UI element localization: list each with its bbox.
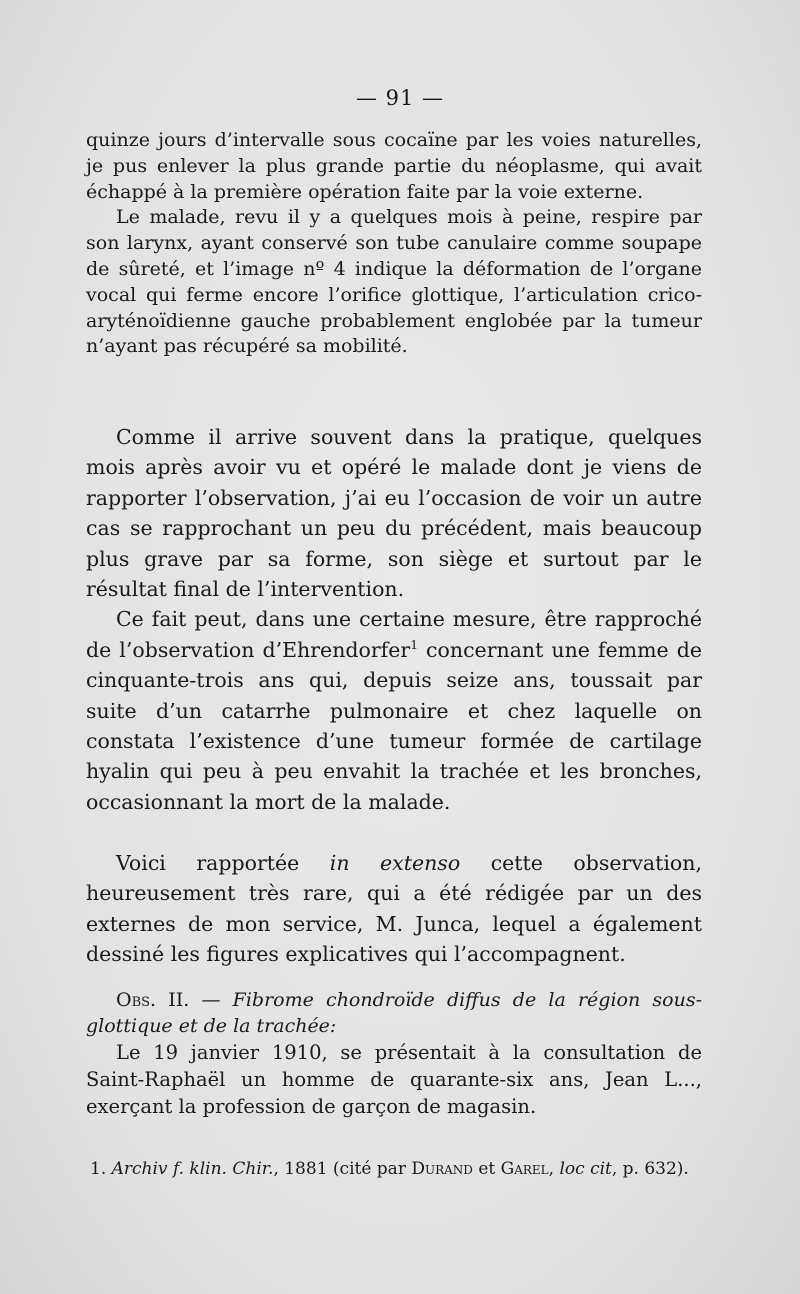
paragraph-introduction	[86, 848, 702, 970]
page-number: — 91 —	[355, 86, 445, 110]
ehrendorfer-text-continued: concernant une femme de cinquante-trois ans qui, depuis seize ans, toussait par suite d’un catarrhe pulmonaire et chez laquelle on constata l’existence d’une tumeur formée de cartilage hyalin qui peu à peu envahit la trachée et les bronches, occasionnant la mort de la malade.	[86, 637, 702, 814]
text-block-continuation	[86, 128, 702, 360]
observation-dash: —	[189, 989, 233, 1011]
footnote-middle: , 1881 (cité par	[273, 1159, 412, 1179]
text-block-introduction	[86, 848, 702, 970]
intro-text: Voici rapportée	[116, 851, 330, 875]
ehrendorfer-text: Ce fait peut, dans une certaine mesure, être rapproché de l’observation d’Ehrendorfer	[86, 607, 702, 662]
paragraph-ehrendorfer	[86, 604, 702, 817]
footnote-author-2: Garel	[500, 1159, 549, 1179]
footnote-text	[90, 1156, 702, 1183]
footnote-end: , p. 632).	[611, 1159, 689, 1179]
footnote-comma: ,	[548, 1159, 560, 1179]
footnote-loc-cit: loc cit	[559, 1159, 612, 1179]
paragraph-continuation: quinze jours d’intervalle sous cocaïne par les voies naturelles, je pus enlever la plus grande partie du néoplasme, qui avait échappé à la première opération faite par la voie externe.	[86, 129, 702, 203]
paragraph-second-case: Comme il arrive souvent dans la pratique, quelques mois après avoir vu et opéré le malade dont je viens de rapporter l’observation, j’ai eu l’occasion de voir un autre cas se rapprochant un peu du précédent, mais beaucoup plus grave par sa forme, son siège et surtout par le résultat final de l’intervention.	[86, 425, 702, 602]
observation-label: Obs. II.	[116, 989, 190, 1011]
footnote	[90, 1156, 702, 1183]
in-extenso-italic: in extenso	[329, 851, 461, 875]
intro-text-continued: cette observation, heureusement très rare, qui a été rédigée par un des externes de mon service, M. Junca, lequel a également dessiné les figures explicatives qui l’accompagnent.	[86, 851, 702, 967]
text-block-second-case	[86, 422, 702, 817]
observation-block	[86, 987, 702, 1120]
observation-body: Le 19 janvier 1910, se présentait à la consultation de Saint-Raphaël un homme de quarante-six ans, Jean L..., exerçant la profession de garçon de magasin.	[86, 1041, 702, 1118]
observation-heading	[86, 987, 702, 1039]
observation-title: Fibrome chondroïde diffus de la région sous-glottique et de la trachée:	[86, 989, 702, 1037]
footnote-source: Archiv f. klin. Chir.	[111, 1159, 274, 1179]
footnote-and: et	[472, 1159, 501, 1179]
footnote-reference: 1	[410, 638, 419, 653]
footnote-author-1: Durand	[411, 1159, 473, 1179]
paragraph-patient-followup: Le malade, revu il y a quelques mois à peine, respire par son larynx, ayant conservé son tube canulaire comme soupape de sûreté, et l’image nº 4 indique la déformation de l’organe vocal qui ferme encore l’orifice glottique, l’articulation crico-aryténoïdienne gauche probablement englobée par la tumeur n’ayant pas récupéré sa mobilité.	[86, 206, 702, 358]
footnote-number: 1.	[90, 1159, 112, 1179]
